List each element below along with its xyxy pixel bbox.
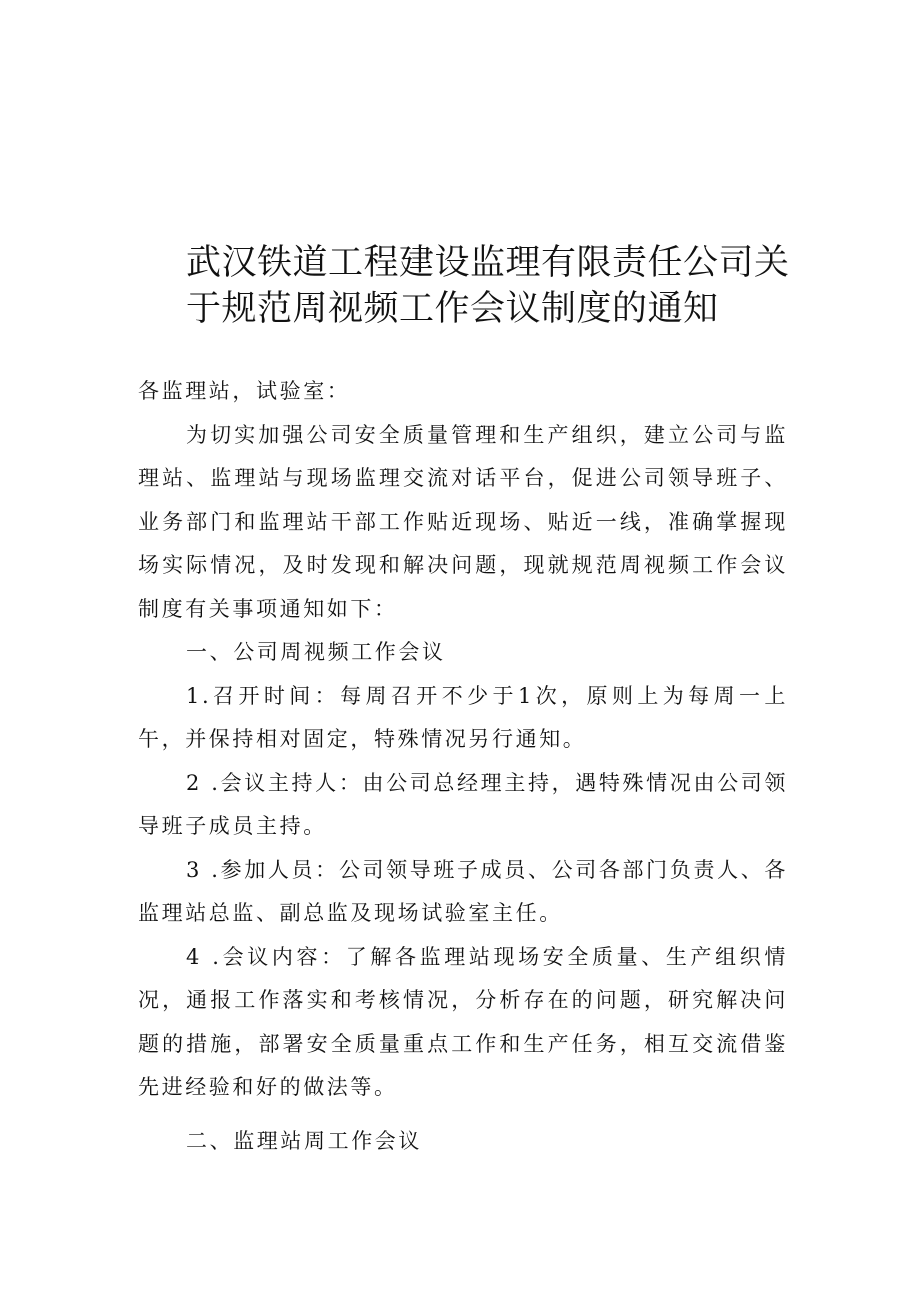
section-2-heading: 二、监理站周工作会议 [186,1128,422,1153]
document-body [138,370,788,1163]
item-1-paragraph: 1.召开时间：每周召开不少于1次，原则上为每周一上午，并保持相对固定，特殊情况另行通知。 [138,683,788,751]
section-1-heading: 一、公司周视频工作会议 [186,640,446,664]
title-line-1: 武汉铁道工程建设监理有限责任公司关 [186,243,790,283]
document-title [186,240,790,332]
item-3-paragraph: 3 .参加人员：公司领导班子成员、公司各部门负责人、各监理站总监、副总监及现场试验室主任。 [138,857,788,925]
intro-paragraph: 为切实加强公司安全质量管理和生产组织，建立公司与监理站、监理站与现场监理交流对话平台，促进公司领导班子、业务部门和监理站干部工作贴近现场、贴近一线，准确掌握现场实际情况，及时发现和解决问题，现就规范周视频工作会议制度有关事项通知如下： [138,422,788,621]
item-2-paragraph: 2 .会议主持人：由公司总经理主持，遇特殊情况由公司领导班子成员主持。 [138,770,788,838]
salutation: 各监理站，试验室： [138,379,351,403]
item-4-paragraph: 4 .会议内容：了解各监理站现场安全质量、生产组织情况，通报工作落实和考核情况，分析存在的问题，研究解决问题的措施，部署安全质量重点工作和生产任务，相互交流借鉴先进经验和好的做法等。 [138,944,788,1099]
title-line-2: 于规范周视频工作会议制度的通知 [186,289,719,329]
